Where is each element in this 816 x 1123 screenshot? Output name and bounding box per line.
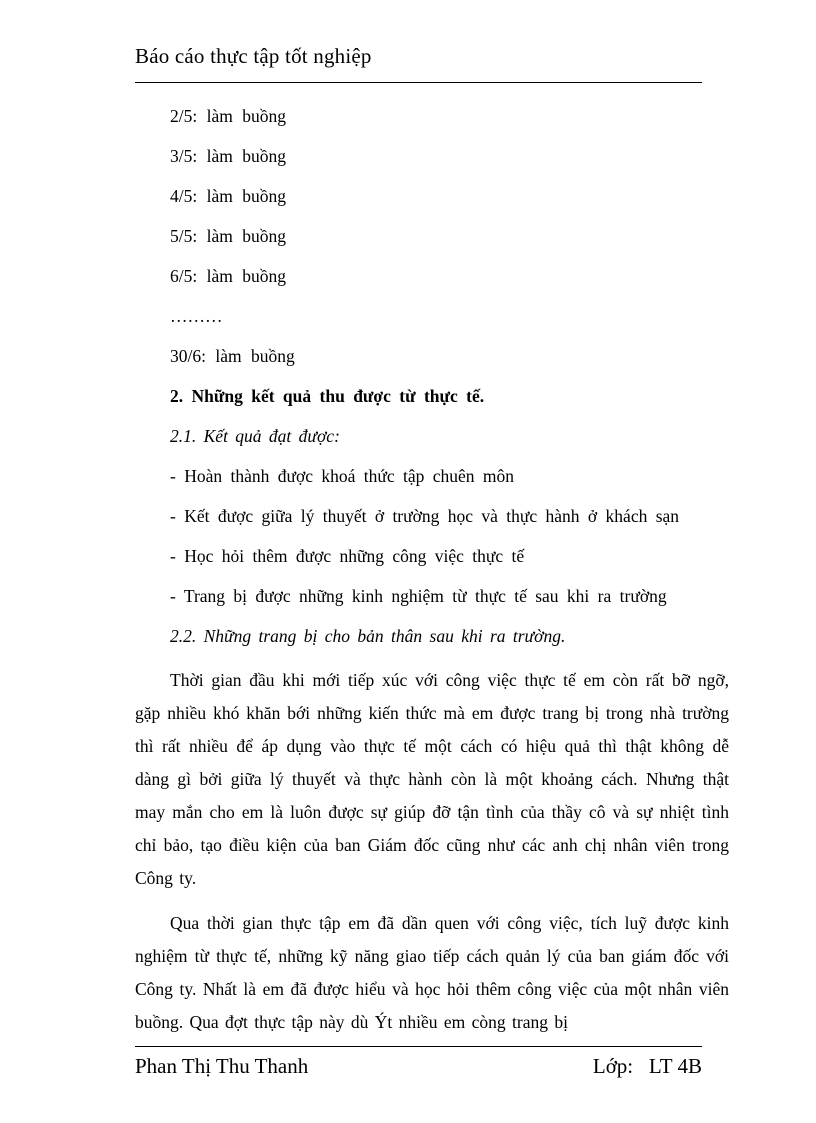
section-heading: 2. Những kết quả thu được từ thực tế. xyxy=(170,386,485,406)
footer-author: Phan Thị Thu Thanh xyxy=(135,1054,309,1078)
footer-class-label: Lớp: LT 4B xyxy=(592,1054,702,1078)
schedule-line: 3/5: làm buồng xyxy=(170,146,286,166)
bullet-item: - Học hỏi thêm được những công việc thực tế xyxy=(170,546,525,566)
page-footer xyxy=(135,1046,702,1079)
subsection-heading-2-1: 2.1. Kết quả đạt được: xyxy=(170,426,340,446)
schedule-line: 6/5: làm buồng xyxy=(170,266,286,286)
bullet-item: - Hoàn thành được khoá thức tập chuên môn xyxy=(170,466,515,486)
schedule-line: 4/5: làm buồng xyxy=(170,186,286,206)
page-title: Báo cáo thực tập tốt nghiệp xyxy=(135,44,372,68)
schedule-ellipsis: ……… xyxy=(170,306,223,326)
body-paragraph: Qua thời gian thực tập em đã dần quen với công việc, tích luỹ được kinh nghiệm từ thực tế, những kỹ năng giao tiếp cách quản lý của ban giám đốc với Công ty. Nhất là em đã được hiểu và học hỏi thêm công việc của một nhân viên buồng. Qua đợt thực tập này dù Ýt nhiều em còng trang bị xyxy=(135,913,729,1032)
schedule-line: 5/5: làm buồng xyxy=(170,226,286,246)
schedule-line: 30/6: làm buồng xyxy=(170,346,295,366)
schedule-line: 2/5: làm buồng xyxy=(170,106,286,126)
subsection-heading-2-2: 2.2. Những trang bị cho bản thân sau khi ra trường. xyxy=(170,626,566,646)
page-header xyxy=(135,44,702,83)
bullet-item: - Trang bị được những kinh nghiệm từ thực tế sau khi ra trường xyxy=(170,586,667,606)
bullet-item: - Kết được giữa lý thuyết ở trường học và thực hành ở khách sạn xyxy=(170,506,680,526)
document-content xyxy=(135,96,729,1039)
body-paragraph: Thời gian đầu khi mới tiếp xúc với công việc thực tế em còn rất bỡ ngỡ, gặp nhiều khó khăn bới những kiến thức mà em được trang bị trong nhà trường thì rất nhiều để áp dụng vào thực tế một cách có hiệu quả thì thật không dễ dàng gì bởi giữa lý thuyết và thực hành còn là một khoảng cách. Nhưng thật may mắn cho em là luôn được sự giúp đỡ tận tình của thầy cô và sự nhiệt tình chỉ bảo, tạo điều kiện của ban Giám đốc cũng như các anh chị nhân viên trong Công ty. xyxy=(135,670,729,888)
